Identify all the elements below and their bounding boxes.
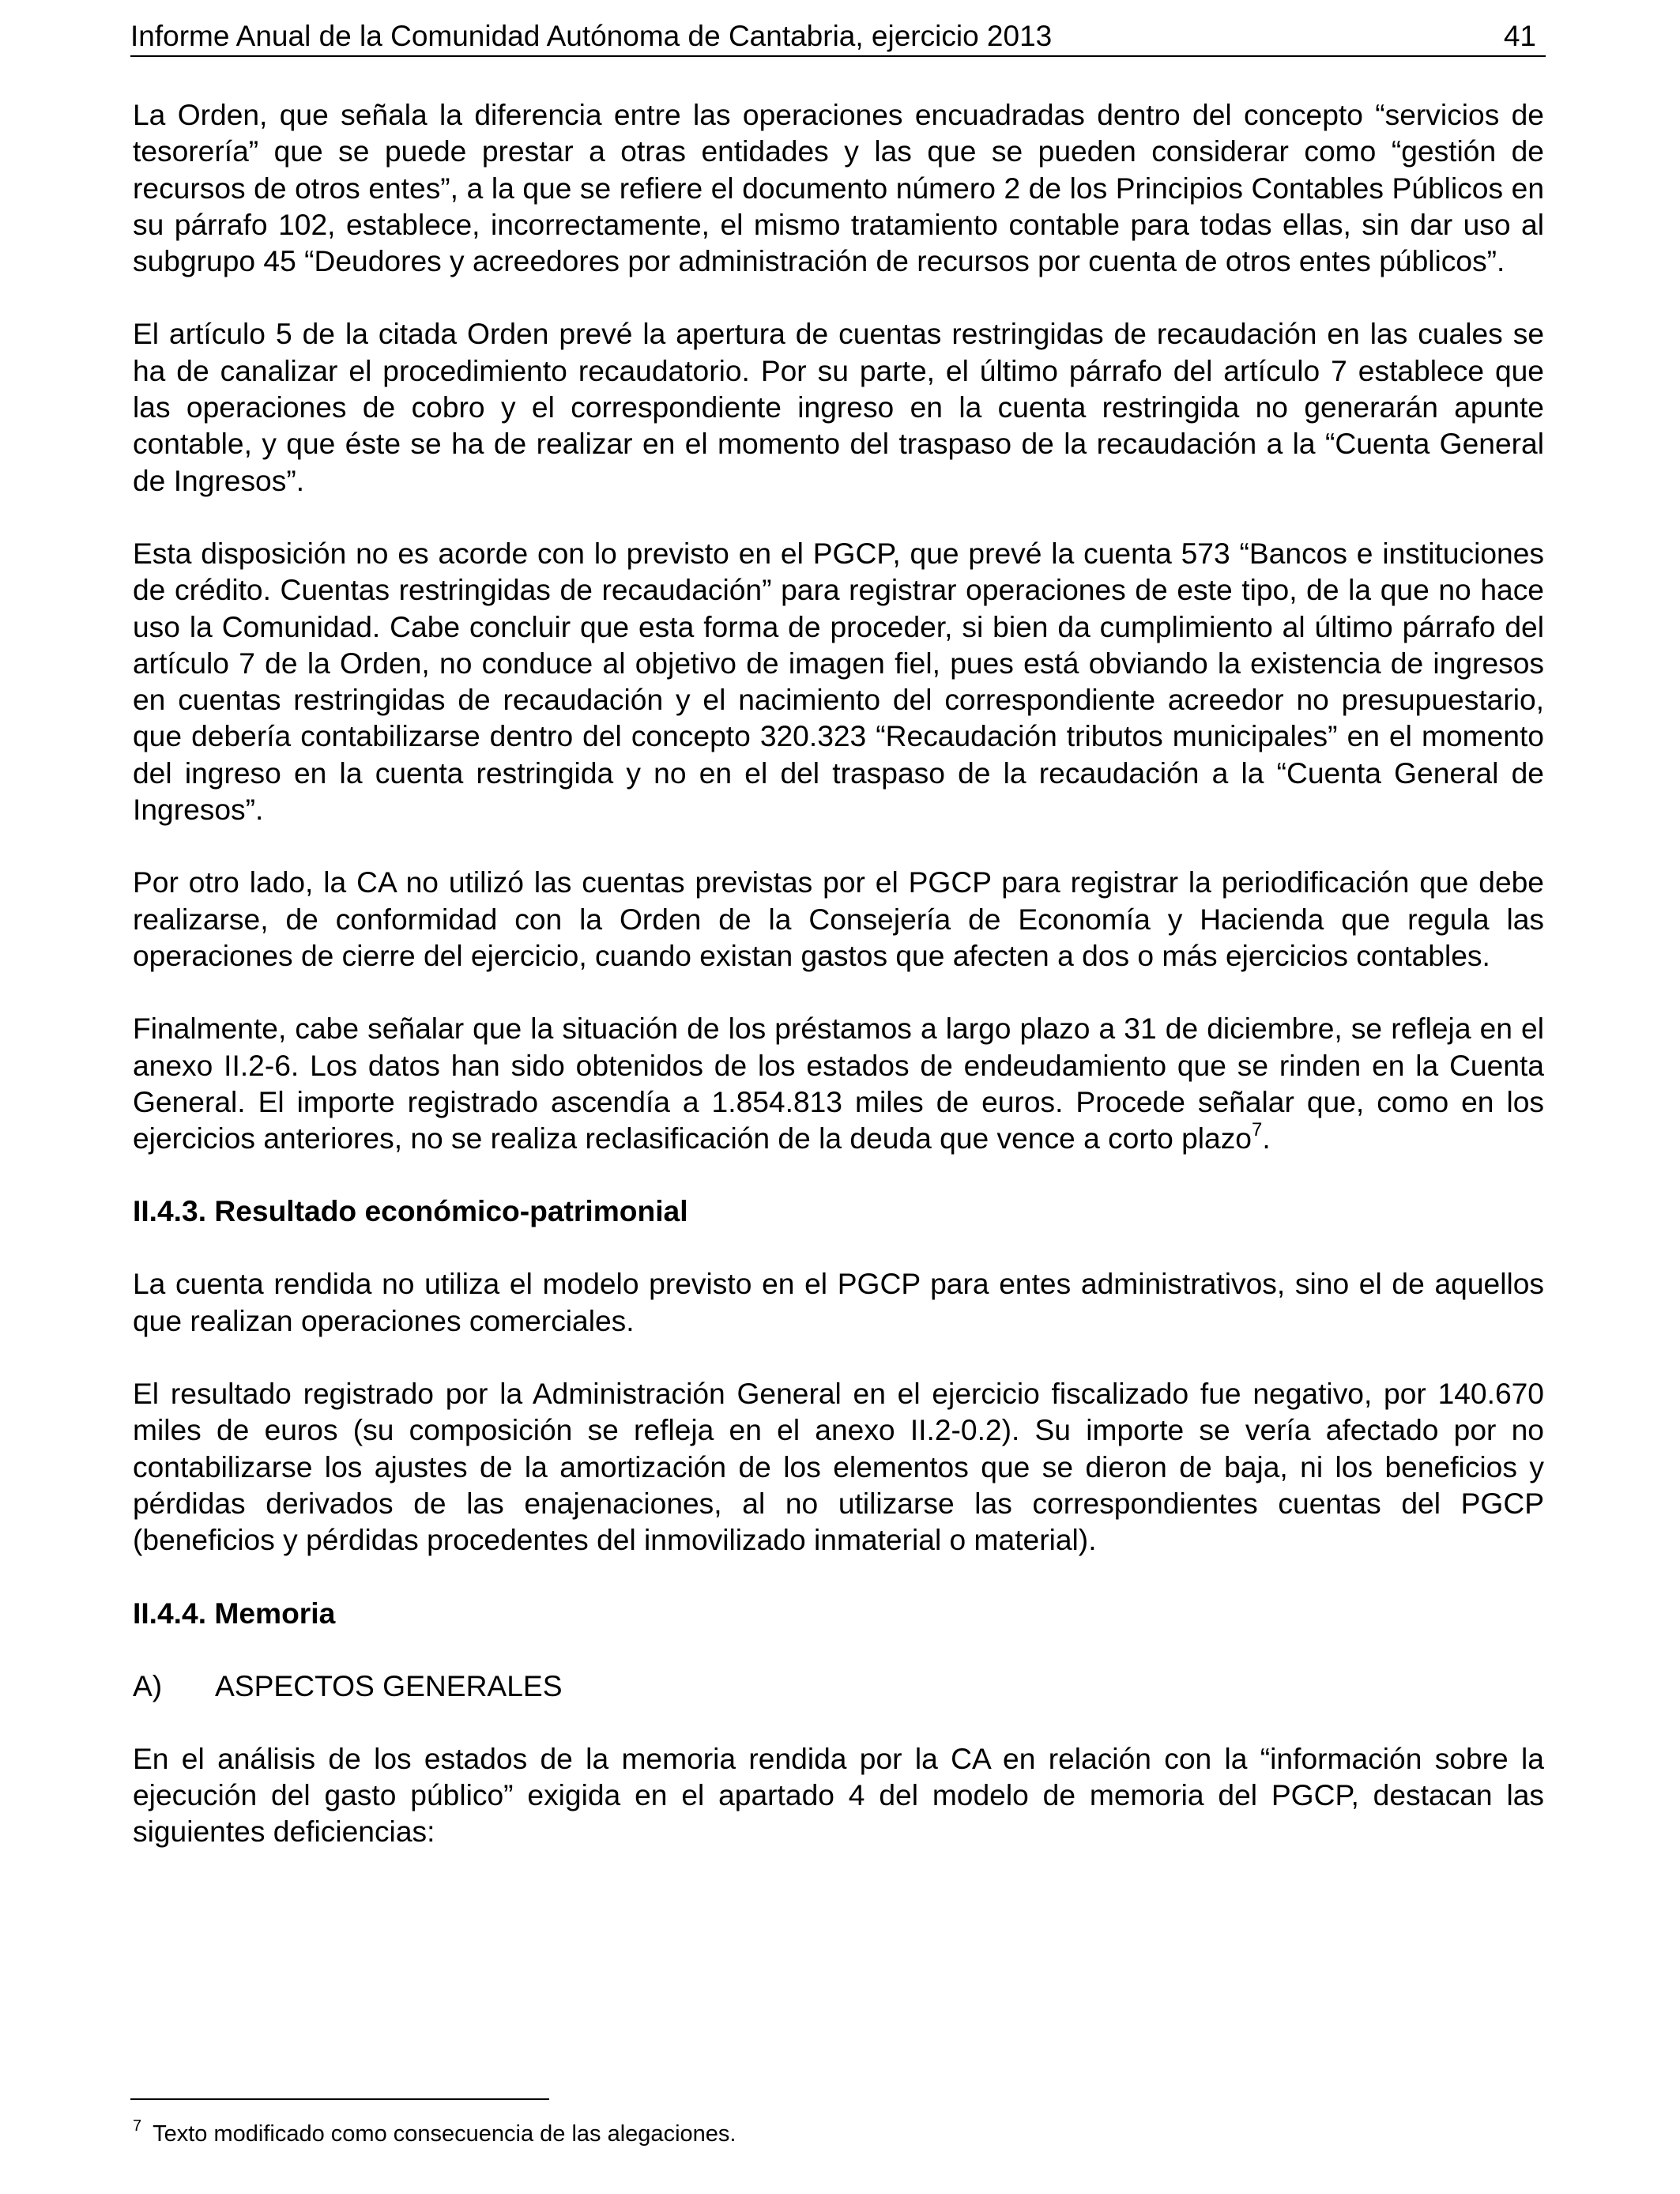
paragraph-resultado: El resultado registrado por la Administración General en el ejercicio fiscalizado fue negativo, por 140.670 miles de euros (su composición se refleja en el anexo II.2-0.2). Su importe se vería afectado por no contabilizarse los ajustes de la amortización de los elementos que se dieron de baja, ni los beneficios y pérdidas derivados de las enajenaciones, al no utilizarse las correspondientes cuentas del PGCP (beneficios y pérdidas procedentes del inmovilizado inmaterial o material). (133, 1377, 1544, 1557)
subheading-marker: A) (133, 1668, 163, 1702)
subheading-aspectos-generales (133, 1668, 1544, 1704)
paragraph-cuenta-rendida: La cuenta rendida no utiliza el modelo previsto en el PGCP para entes administrativos, sino el de aquellos que realizan operaciones comerciales. (133, 1267, 1544, 1337)
paragraph-prestamos-text: Finalmente, cabe señalar que la situación de los préstamos a largo plazo a 31 de diciembre, se refleja en el anexo II.2-6. Los datos han sido obtenidos de los estados de endeudamiento que se rinden en la Cuenta General. El importe registrado ascendía a 1.854.813 miles de euros. Procede señalar que, como en los ejercicios anteriores, no se realiza reclasificación de la deuda que vence a corto plazo (133, 1012, 1544, 1155)
footnote-text: Texto modificado como consecuencia de las alegaciones. (153, 2121, 736, 2147)
paragraph-prestamos (133, 1010, 1544, 1156)
footnote (133, 2110, 736, 2150)
footnote-reference[interactable]: 7 (1252, 1119, 1263, 1141)
document-title: Informe Anual de la Comunidad Autónoma de Cantabria, ejercicio 2013 (130, 20, 1053, 52)
footnote-separator (130, 2098, 549, 2100)
paragraph-memoria: En el análisis de los estados de la memoria rendida por la CA en relación con la “información sobre la ejecución del gasto público” exigida en el apartado 4 del modelo de memoria del PGCP, destacan las siguientes deficiencias: (133, 1741, 1544, 1849)
page-header (130, 17, 1546, 57)
paragraph-prestamos-end: . (1262, 1122, 1271, 1155)
paragraph-articulo-5: El artículo 5 de la citada Orden prevé la apertura de cuentas restringidas de recaudación en las cuales se ha de canalizar el procedimiento recaudatorio. Por su parte, el último párrafo del artículo 7 establece que las operaciones de cobro y el correspondiente ingreso en la cuenta restringida no generarán apunte contable, y que éste se ha de realizar en el momento del traspaso de la recaudación a la “Cuenta General de Ingresos”. (133, 317, 1544, 497)
section-heading-memoria: II.4.4. Memoria (133, 1596, 336, 1630)
page-body (133, 96, 1544, 1886)
subheading-text: ASPECTOS GENERALES (215, 1668, 563, 1702)
page-number: 41 (1503, 20, 1536, 52)
footnote-number: 7 (133, 2117, 142, 2135)
paragraph-disposicion: Esta disposición no es acorde con lo previsto en el PGCP, que prevé la cuenta 573 “Bancos e instituciones de crédito. Cuentas restringidas de recaudación” para registrar operaciones de este tipo, de la que no hace uso la Comunidad. Cabe concluir que esta forma de proceder, si bien da cumplimiento al último párrafo del artículo 7 de la Orden, no conduce al objetivo de imagen fiel, pues está obviando la existencia de ingresos en cuentas restringidas de recaudación y el nacimiento del correspondiente acreedor no presupuestario, que debería contabilizarse dentro del concepto 320.323 “Recaudación tributos municipales” en el momento del ingreso en la cuenta restringida y no en el del traspaso de la recaudación a la “Cuenta General de Ingresos”. (133, 536, 1544, 827)
paragraph-orden: La Orden, que señala la diferencia entre las operaciones encuadradas dentro del concepto “servicios de tesorería” que se puede prestar a otras entidades y las que se pueden considerar como “gestión de recursos de otros entes”, a la que se refiere el documento número 2 de los Principios Contables Públicos en su párrafo 102, establece, incorrectamente, el mismo tratamiento contable para todas ellas, sin dar uso al subgrupo 45 “Deudores y acreedores por administración de recursos por cuenta de otros entes públicos”. (133, 98, 1544, 278)
section-heading-resultado: II.4.3. Resultado económico-patrimonial (133, 1194, 688, 1228)
paragraph-periodificacion: Por otro lado, la CA no utilizó las cuentas previstas por el PGCP para registrar la periodificación que debe realizarse, de conformidad con la Orden de la Consejería de Economía y Hacienda que regula las operaciones de cierre del ejercicio, cuando existan gastos que afecten a dos o más ejercicios contables. (133, 865, 1544, 972)
